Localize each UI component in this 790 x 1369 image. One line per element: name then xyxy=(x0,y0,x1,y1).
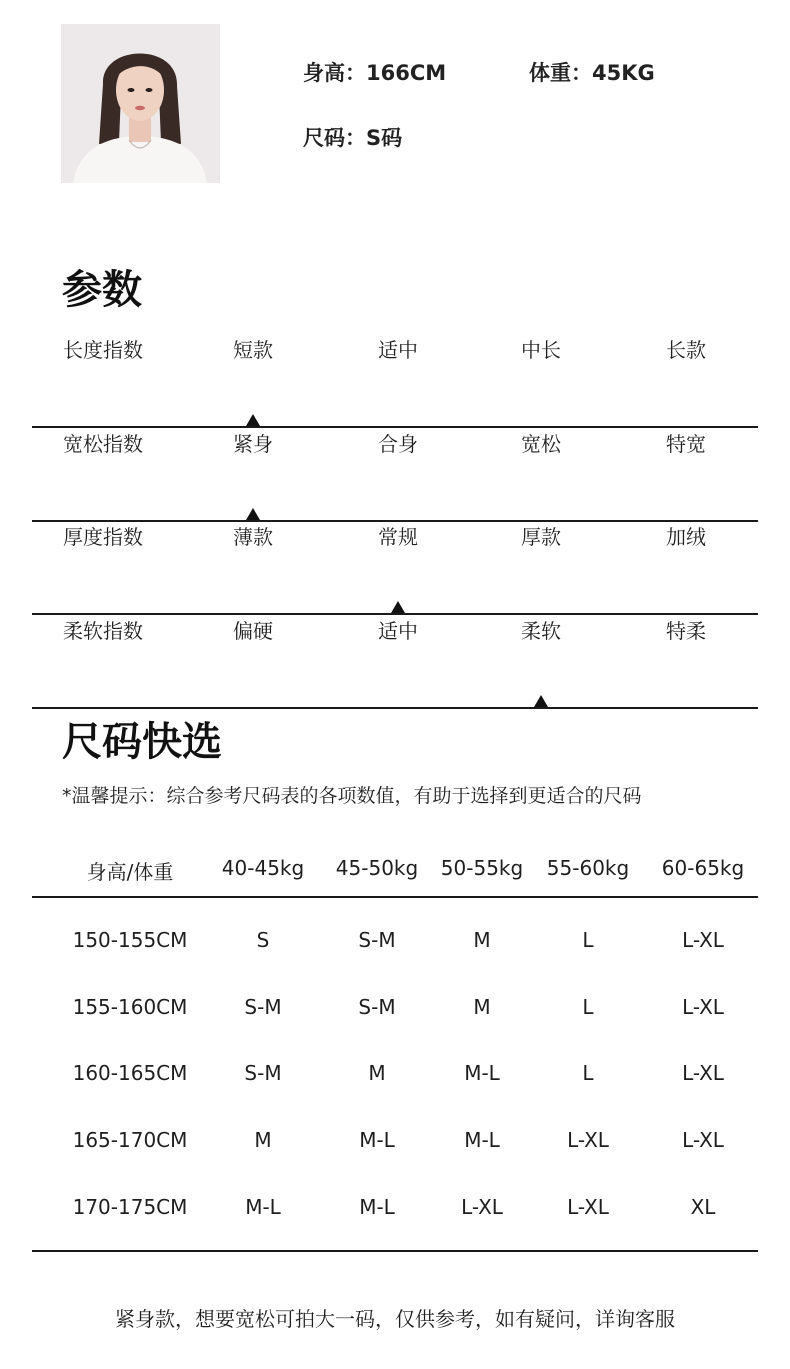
size-header-cell: 身高/体重 xyxy=(86,860,174,884)
param-option: 适中 xyxy=(378,338,418,362)
param-option: 短款 xyxy=(233,338,273,362)
param-option: 薄款 xyxy=(233,525,273,549)
model-portrait-image xyxy=(61,24,220,183)
param-row xyxy=(32,615,758,709)
size-cell: XL xyxy=(690,1195,716,1219)
size-cell: L-XL xyxy=(567,1195,609,1219)
size-table xyxy=(32,840,758,1252)
size-cell: M xyxy=(254,1128,272,1152)
param-option: 特宽 xyxy=(666,432,706,456)
size-cell: S-M xyxy=(358,995,396,1019)
size-cell: M-L xyxy=(464,1061,500,1085)
size-guide-title: 尺码快选 xyxy=(62,719,222,765)
table-row xyxy=(32,995,758,1025)
height-range-cell: 165-170CM xyxy=(72,1128,188,1152)
size-cell: L-XL xyxy=(682,1128,724,1152)
size-header-cell: 50-55kg xyxy=(440,856,524,880)
param-option: 常规 xyxy=(378,525,418,549)
selected-marker-icon xyxy=(534,695,548,707)
selected-marker-icon xyxy=(246,508,260,520)
table-row xyxy=(32,1128,758,1158)
size-header-cell: 40-45kg xyxy=(221,856,305,880)
param-row xyxy=(32,521,758,615)
table-bottom-divider xyxy=(32,1250,758,1252)
size-header-cell: 45-50kg xyxy=(335,856,419,880)
size-cell: S-M xyxy=(244,1061,282,1085)
param-option: 柔软 xyxy=(521,619,561,643)
table-row xyxy=(32,1195,758,1225)
height-range-cell: 160-165CM xyxy=(72,1061,188,1085)
size-cell: L-XL xyxy=(567,1128,609,1152)
model-weight: 体重：45KG xyxy=(529,61,655,85)
param-option: 偏硬 xyxy=(233,619,273,643)
selected-marker-icon xyxy=(391,601,405,613)
param-option: 特柔 xyxy=(666,619,706,643)
param-option: 适中 xyxy=(378,619,418,643)
size-cell: L xyxy=(582,1061,594,1085)
size-tip: *温馨提示：综合参考尺码表的各项数值，有助于选择到更适合的尺码 xyxy=(62,785,642,807)
size-cell: L-XL xyxy=(682,1061,724,1085)
size-cell: L xyxy=(582,928,594,952)
size-cell: L-XL xyxy=(461,1195,503,1219)
param-option: 中长 xyxy=(521,338,561,362)
params-title: 参数 xyxy=(62,267,142,313)
size-cell: M xyxy=(473,928,491,952)
height-range-cell: 155-160CM xyxy=(72,995,188,1019)
model-height: 身高：166CM xyxy=(303,61,447,85)
size-cell: M-L xyxy=(464,1128,500,1152)
param-option: 长款 xyxy=(666,338,706,362)
size-cell: L-XL xyxy=(682,995,724,1019)
size-cell: M xyxy=(473,995,491,1019)
param-label: 厚度指数 xyxy=(63,525,143,549)
height-range-cell: 170-175CM xyxy=(72,1195,188,1219)
size-table-body xyxy=(32,898,758,1252)
size-cell: M-L xyxy=(359,1128,395,1152)
size-cell: L xyxy=(582,995,594,1019)
param-option: 宽松 xyxy=(521,432,561,456)
size-header-cell: 60-65kg xyxy=(661,856,745,880)
size-table-header xyxy=(32,840,758,898)
param-divider xyxy=(32,707,758,709)
param-label: 长度指数 xyxy=(63,338,143,362)
size-cell: M-L xyxy=(359,1195,395,1219)
table-row xyxy=(32,928,758,958)
model-info xyxy=(0,0,790,200)
height-range-cell: 150-155CM xyxy=(72,928,188,952)
param-row xyxy=(32,428,758,522)
footer-note: 紧身款，想要宽松可拍大一码，仅供参考，如有疑问，详询客服 xyxy=(115,1307,675,1331)
selected-marker-icon xyxy=(246,414,260,426)
param-option: 合身 xyxy=(378,432,418,456)
param-label: 宽松指数 xyxy=(63,432,143,456)
param-row xyxy=(32,334,758,428)
param-option: 紧身 xyxy=(233,432,273,456)
model-size: 尺码：S码 xyxy=(303,126,403,150)
param-option: 加绒 xyxy=(666,525,706,549)
size-header-cell: 55-60kg xyxy=(546,856,630,880)
size-cell: S-M xyxy=(358,928,396,952)
size-cell: L-XL xyxy=(682,928,724,952)
param-label: 柔软指数 xyxy=(63,619,143,643)
size-cell: S xyxy=(256,928,270,952)
param-option: 厚款 xyxy=(521,525,561,549)
size-cell: M-L xyxy=(245,1195,281,1219)
model-photo xyxy=(61,24,220,183)
size-cell: M xyxy=(368,1061,386,1085)
size-cell: S-M xyxy=(244,995,282,1019)
table-row xyxy=(32,1061,758,1091)
